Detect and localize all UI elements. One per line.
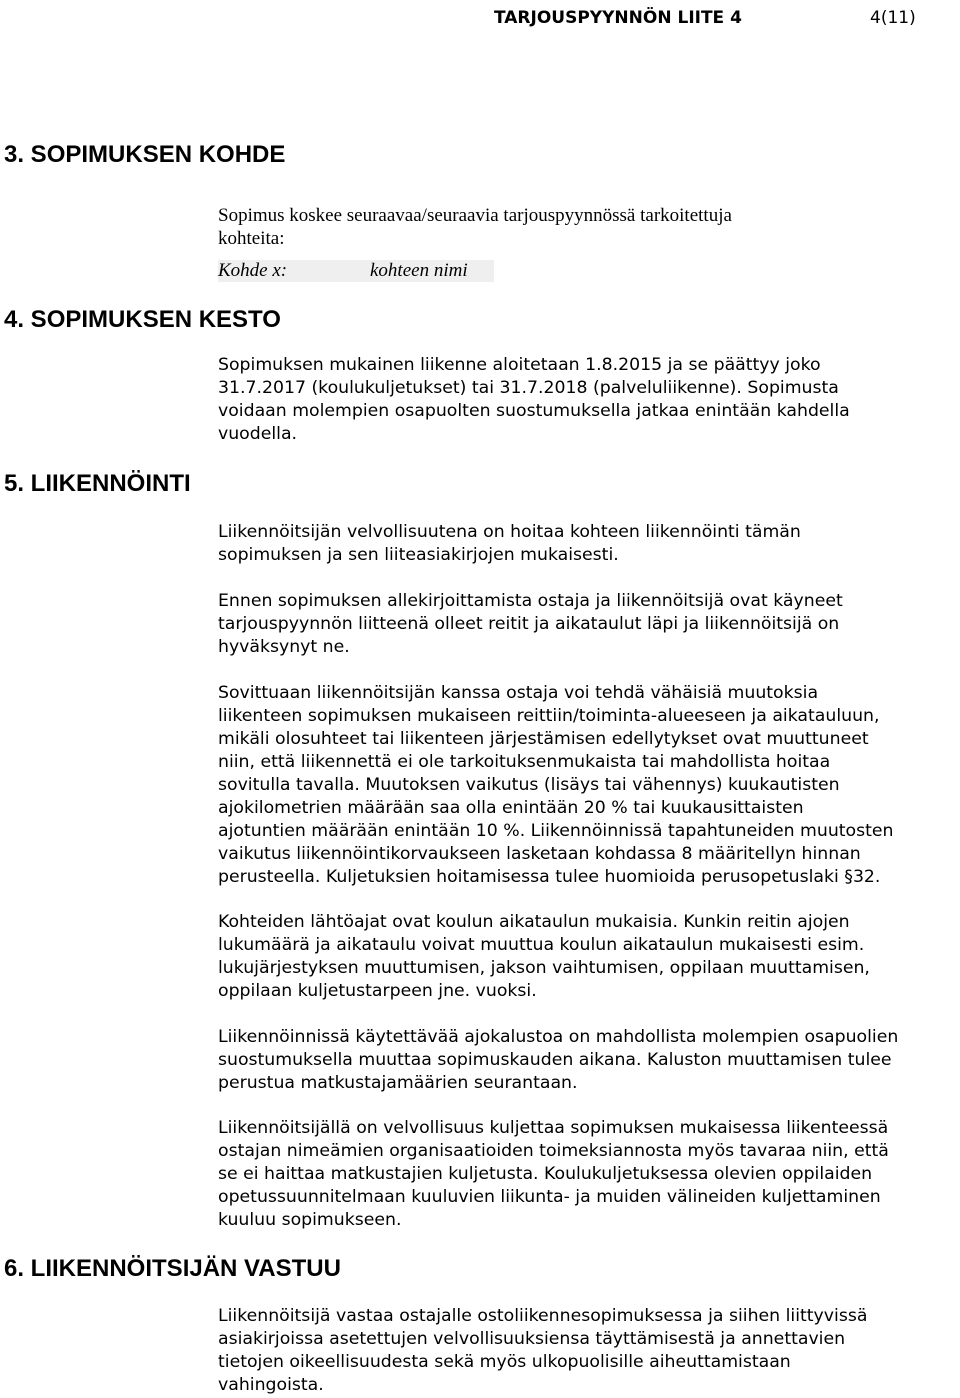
section-5-paragraph-3 [218,682,958,889]
section-5-paragraph-5 [218,1026,958,1095]
header-page-number: 4(11) [870,8,916,28]
text-line: asiakirjoissa asetettujen velvollisuuksiensa täyttämisestä ja annettavien [218,1329,846,1349]
text-line: vaikutus liikennöintikorvaukseen lasketaan kohdassa 8 määritellyn hinnan [218,844,861,864]
text-line: lukumäärä ja aikataulu voivat muuttua koulun aikataulun mukaisesti esim. [218,935,865,955]
text-line: sovitulla tavalla. Muutoksen vaikutus (lisäys tai vähennys) kuukautisten [218,775,840,795]
section-4-heading: 4. SOPIMUKSEN KESTO [4,306,281,333]
section-6-heading: 6. LIIKENNÖITSIJÄN VASTUU [4,1255,341,1282]
section-5-paragraph-2 [218,590,958,659]
section-5-heading: 5. LIIKENNÖINTI [4,470,191,497]
text-line: oppilaan kuljetustarpeen jne. vuoksi. [218,981,537,1001]
section-5-paragraph-4 [218,911,958,1003]
text-line: voidaan molempien osapuolten suostumuksella jatkaa enintään kahdella [218,401,850,421]
text-line: vuodella. [218,424,298,444]
header-title: TARJOUSPYYNNÖN LIITE 4 [494,8,742,28]
section-3-text [218,204,958,250]
text-line: Sopimus koskee seuraavaa/seuraavia tarjouspyynnössä tarkoitettuja [218,205,732,226]
text-line: perustua matkustajamäärien seurantaan. [218,1073,578,1093]
section-5-paragraph-6 [218,1117,958,1232]
text-line: Kohteiden lähtöajat ovat koulun aikataulun mukaisia. Kunkin reitin ajojen [218,912,850,932]
text-line: lukujärjestyksen muuttumisen, jakson vaihtumisen, oppilaan muuttamisen, [218,958,870,978]
text-line: Liikennöitsijällä on velvollisuus kuljettaa sopimuksen mukaisessa liikenteessä [218,1118,889,1138]
text-line: ostajan nimeämien organisaatioiden toimeksiannosta myös tavaraa niin, että [218,1141,889,1161]
text-line: 31.7.2017 (koulukuljetukset) tai 31.7.2018 (palveluliikenne). Sopimusta [218,378,839,398]
text-line: Sopimuksen mukainen liikenne aloitetaan 1.8.2015 ja se päättyy joko [218,355,821,375]
text-line: sopimuksen ja sen liiteasiakirjojen mukaisesti. [218,545,619,565]
kohde-field [218,260,494,282]
text-line: ajokilometrien määrään saa olla enintään 20 % tai kuukausittaisten [218,798,804,818]
text-line: Liikennöitsijän velvollisuutena on hoitaa kohteen liikennöinti tämän [218,522,801,542]
section-5-paragraph-1 [218,521,958,567]
text-line: kohteita: [218,228,285,249]
text-line: perusteella. Kuljetuksien hoitamisessa tulee huomioida perusopetuslaki §32. [218,867,881,887]
text-line: Ennen sopimuksen allekirjoittamista ostaja ja liikennöitsijä ovat käyneet [218,591,843,611]
text-line: suostumuksella muuttaa sopimuskauden aikana. Kaluston muuttamisen tulee [218,1050,892,1070]
section-6-paragraph-1 [218,1305,958,1397]
text-line: mikäli olosuhteet tai liikenteen järjestämisen edellytykset ovat muuttuneet [218,729,869,749]
text-line: tietojen oikeellisuudesta sekä myös ulkopuolisille aiheuttamistaan [218,1352,791,1372]
text-line: opetussuunnitelmaan kuuluvien liikunta- ja muiden välineiden kuljettaminen [218,1187,881,1207]
text-line: hyväksynyt ne. [218,637,350,657]
section-4-text [218,354,958,446]
text-line: niin, että liikennettä ei ole tarkoituksenmukaista tai mahdollista hoitaa [218,752,831,772]
kohde-label: Kohde x: [218,260,288,281]
text-line: tarjouspyynnön liitteenä olleet reitit ja aikataulut läpi ja liikennöitsijä on [218,614,840,634]
section-3-heading: 3. SOPIMUKSEN KOHDE [4,141,286,168]
text-line: kuuluu sopimukseen. [218,1210,402,1230]
text-line: vahingoista. [218,1375,324,1395]
text-line: liikenteen sopimuksen mukaiseen reittiin/toiminta-alueeseen ja aikatauluun, [218,706,880,726]
text-line: ajotuntien määrään enintään 10 %. Liikennöinnissä tapahtuneiden muutosten [218,821,894,841]
text-line: Sovittuaan liikennöitsijän kanssa ostaja voi tehdä vähäisiä muutoksia [218,683,819,703]
kohde-value: kohteen nimi [370,260,468,281]
text-line: Liikennöitsijä vastaa ostajalle ostoliikennesopimuksessa ja siihen liittyvissä [218,1306,868,1326]
text-line: Liikennöinnissä käytettävää ajokalustoa on mahdollista molempien osapuolien [218,1027,899,1047]
text-line: se ei haittaa matkustajien kuljetusta. Koulukuljetuksessa olevien oppilaiden [218,1164,873,1184]
